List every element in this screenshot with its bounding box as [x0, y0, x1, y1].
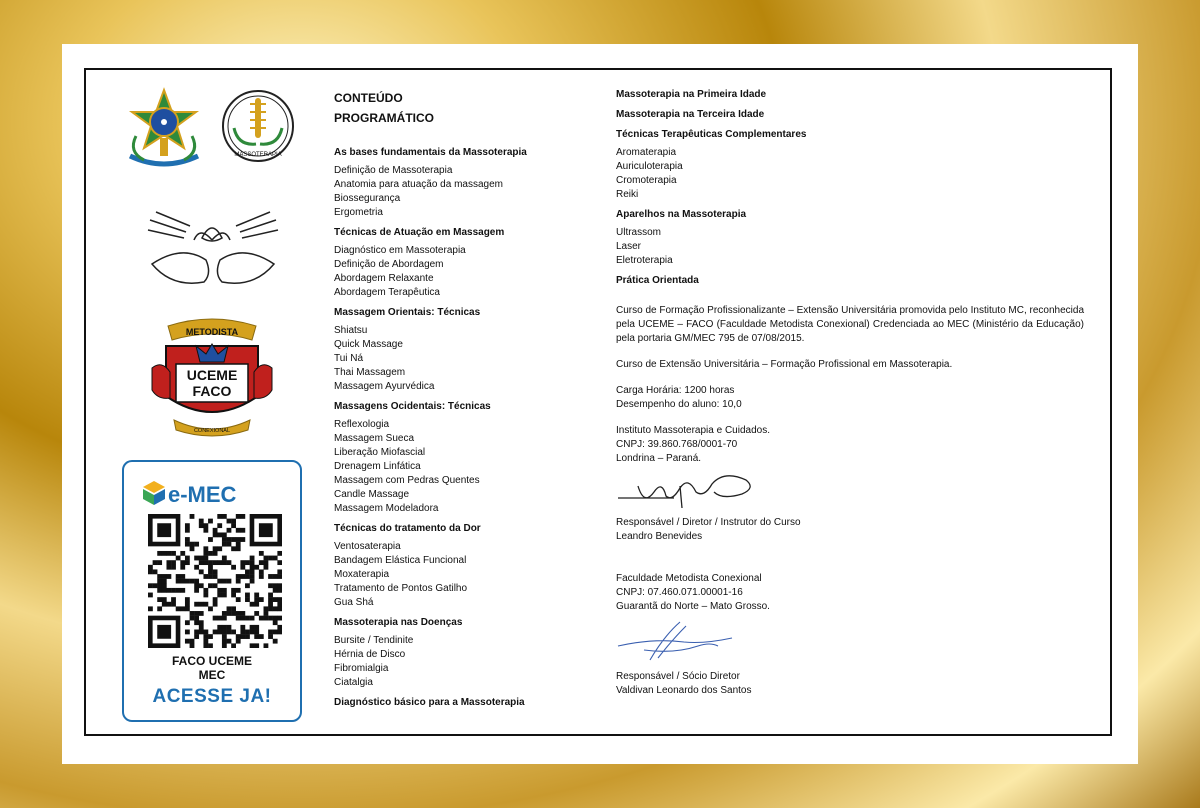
- heading-terceira-idade: Massoterapia na Terceira Idade: [616, 109, 765, 120]
- heading-pratica-orientada: Prática Orientada: [616, 275, 699, 286]
- program-sections: [334, 146, 604, 690]
- institute-cnpj: CNPJ: 39.860.768/0001-70: [616, 439, 738, 450]
- section-item: Ergometria: [334, 207, 383, 218]
- section-item: Anatomia para atuação da massagem: [334, 179, 503, 190]
- heading-primeira-idade: Massoterapia na Primeira Idade: [616, 89, 767, 100]
- course-type: Curso de Extensão Universitária – Formação Profissional em Massoterapia.: [616, 359, 953, 370]
- uceme-lettering: UCEME: [186, 367, 238, 383]
- section-item: Ciatalgia: [334, 677, 373, 688]
- workload: Carga Horária: 1200 horas: [616, 385, 735, 396]
- conexional-lettering: CONEXIONAL: [193, 428, 231, 434]
- heading-aparelhos: Aparelhos na Massoterapia: [616, 209, 747, 220]
- complementary-list: [616, 146, 1084, 202]
- section-item: Quick Massage: [334, 339, 403, 350]
- section-item: Diagnóstico em Massoterapia: [334, 245, 466, 256]
- hands-lotus-icon: [142, 204, 284, 290]
- devices-list: [616, 226, 1084, 268]
- section-item: Abordagem Relaxante: [334, 273, 434, 284]
- logo-column: [86, 70, 316, 734]
- section-item: Hérnia de Disco: [334, 649, 406, 660]
- list-item: Reiki: [616, 189, 639, 200]
- emec-cta[interactable]: ACESSE JA!: [152, 686, 272, 707]
- signature-1-name: Leandro Benevides: [616, 531, 703, 542]
- section-item: Tratamento de Pontos Gatilho: [334, 583, 468, 594]
- faculty-cnpj: CNPJ: 07.460.071.00001-16: [616, 587, 743, 598]
- course-description: Curso de Formação Profissionalizante – Extensão Universitária promovida pelo Instituto MC, reconhecida pela UCEME – FACO (Faculdade Metodista Conexional) Credenciada ao MEC (Ministério da Educação) pela portaria GM/MEC 795 de 07/08/2015.: [616, 305, 1085, 344]
- emec-brand: e-MEC: [168, 482, 237, 507]
- section-item: Drenagem Linfática: [334, 461, 421, 472]
- list-item: Aromaterapia: [616, 147, 677, 158]
- section-item: Bandagem Elástica Funcional: [334, 555, 467, 566]
- institute-city: Londrina – Paraná.: [616, 453, 702, 464]
- emec-qr-box[interactable]: [122, 460, 302, 722]
- certificate-card: [62, 44, 1138, 764]
- metodista-lettering: METODISTA: [185, 327, 239, 337]
- signature-2-name: Valdivan Leonardo dos Santos: [616, 685, 752, 696]
- section-item: Biossegurança: [334, 193, 401, 204]
- section-item: Massagem Modeladora: [334, 503, 439, 514]
- program-title-line2: PROGRAMÁTICO: [334, 111, 434, 125]
- emec-label-line2: MEC: [198, 668, 226, 682]
- institute-name: Instituto Massoterapia e Cuidados.: [616, 425, 770, 436]
- section-heading: Massoterapia nas Doenças: [334, 617, 463, 628]
- emec-label: [124, 654, 300, 682]
- section-item: Reflexologia: [334, 419, 390, 430]
- section-item: Moxaterapia: [334, 569, 390, 580]
- signature-2-area: [616, 614, 1084, 670]
- brazil-coat-of-arms-icon: [122, 86, 206, 170]
- program-title: [334, 88, 604, 128]
- section-item: Tui Ná: [334, 353, 364, 364]
- program-title-line1: CONTEÚDO: [334, 91, 403, 105]
- signature-1-icon: [614, 466, 764, 512]
- section-item: Shiatsu: [334, 325, 368, 336]
- heading-tecnicas-complementares: Técnicas Terapêuticas Complementares: [616, 129, 807, 140]
- faculty-city: Guarantã do Norte – Mato Grosso.: [616, 601, 770, 612]
- emec-label-line1: FACO UCEME: [171, 654, 252, 668]
- final-heading: Diagnóstico básico para a Massoterapia: [334, 697, 525, 708]
- section-item: Bursite / Tendinite: [334, 635, 414, 646]
- signature-1-area: [616, 466, 1084, 516]
- section-item: Abordagem Terapêutica: [334, 287, 440, 298]
- section-item: Massagem Sueca: [334, 433, 415, 444]
- list-item: Cromoterapia: [616, 175, 677, 186]
- faculty-name: Faculdade Metodista Conexional: [616, 573, 762, 584]
- student-performance: Desempenho do aluno: 10,0: [616, 399, 742, 410]
- signature-2-role: Responsável / Sócio Diretor: [616, 671, 740, 682]
- section-heading: Técnicas de Atuação em Massagem: [334, 227, 505, 238]
- list-item: Eletroterapia: [616, 255, 673, 266]
- section-item: Ventosaterapia: [334, 541, 401, 552]
- list-item: Auriculoterapia: [616, 161, 683, 172]
- signature-1-role: Responsável / Diretor / Instrutor do Curso: [616, 517, 801, 528]
- section-item: Definição de Massoterapia: [334, 165, 453, 176]
- section-item: Definição de Abordagem: [334, 259, 444, 270]
- qr-code-icon[interactable]: [148, 514, 282, 648]
- signature-2-icon: [614, 616, 744, 668]
- section-item: Massagem com Pedras Quentes: [334, 475, 480, 486]
- seal-lettering: MASSOTERAPIA: [234, 152, 282, 158]
- uceme-faco-crest-icon: [148, 316, 276, 440]
- section-item: Gua Shá: [334, 597, 374, 608]
- certificate-frame: [84, 68, 1112, 736]
- massoterapia-seal-icon: [220, 86, 296, 166]
- section-item: Massagem Ayurvédica: [334, 381, 435, 392]
- faco-lettering: FACO: [192, 383, 232, 399]
- section-item: Thai Massagem: [334, 367, 406, 378]
- section-heading: Massagens Ocidentais: Técnicas: [334, 401, 491, 412]
- section-item: Fibromialgia: [334, 663, 389, 674]
- program-content-column: [334, 88, 604, 714]
- section-heading: As bases fundamentais da Massoterapia: [334, 147, 527, 158]
- section-heading: Técnicas do tratamento da Dor: [334, 523, 481, 534]
- list-item: Laser: [616, 241, 642, 252]
- section-heading: Massagem Orientais: Técnicas: [334, 307, 481, 318]
- section-item: Liberação Miofascial: [334, 447, 426, 458]
- details-column: [616, 88, 1084, 698]
- emec-logo-icon: [142, 480, 166, 506]
- section-item: Candle Massage: [334, 489, 410, 500]
- list-item: Ultrassom: [616, 227, 662, 238]
